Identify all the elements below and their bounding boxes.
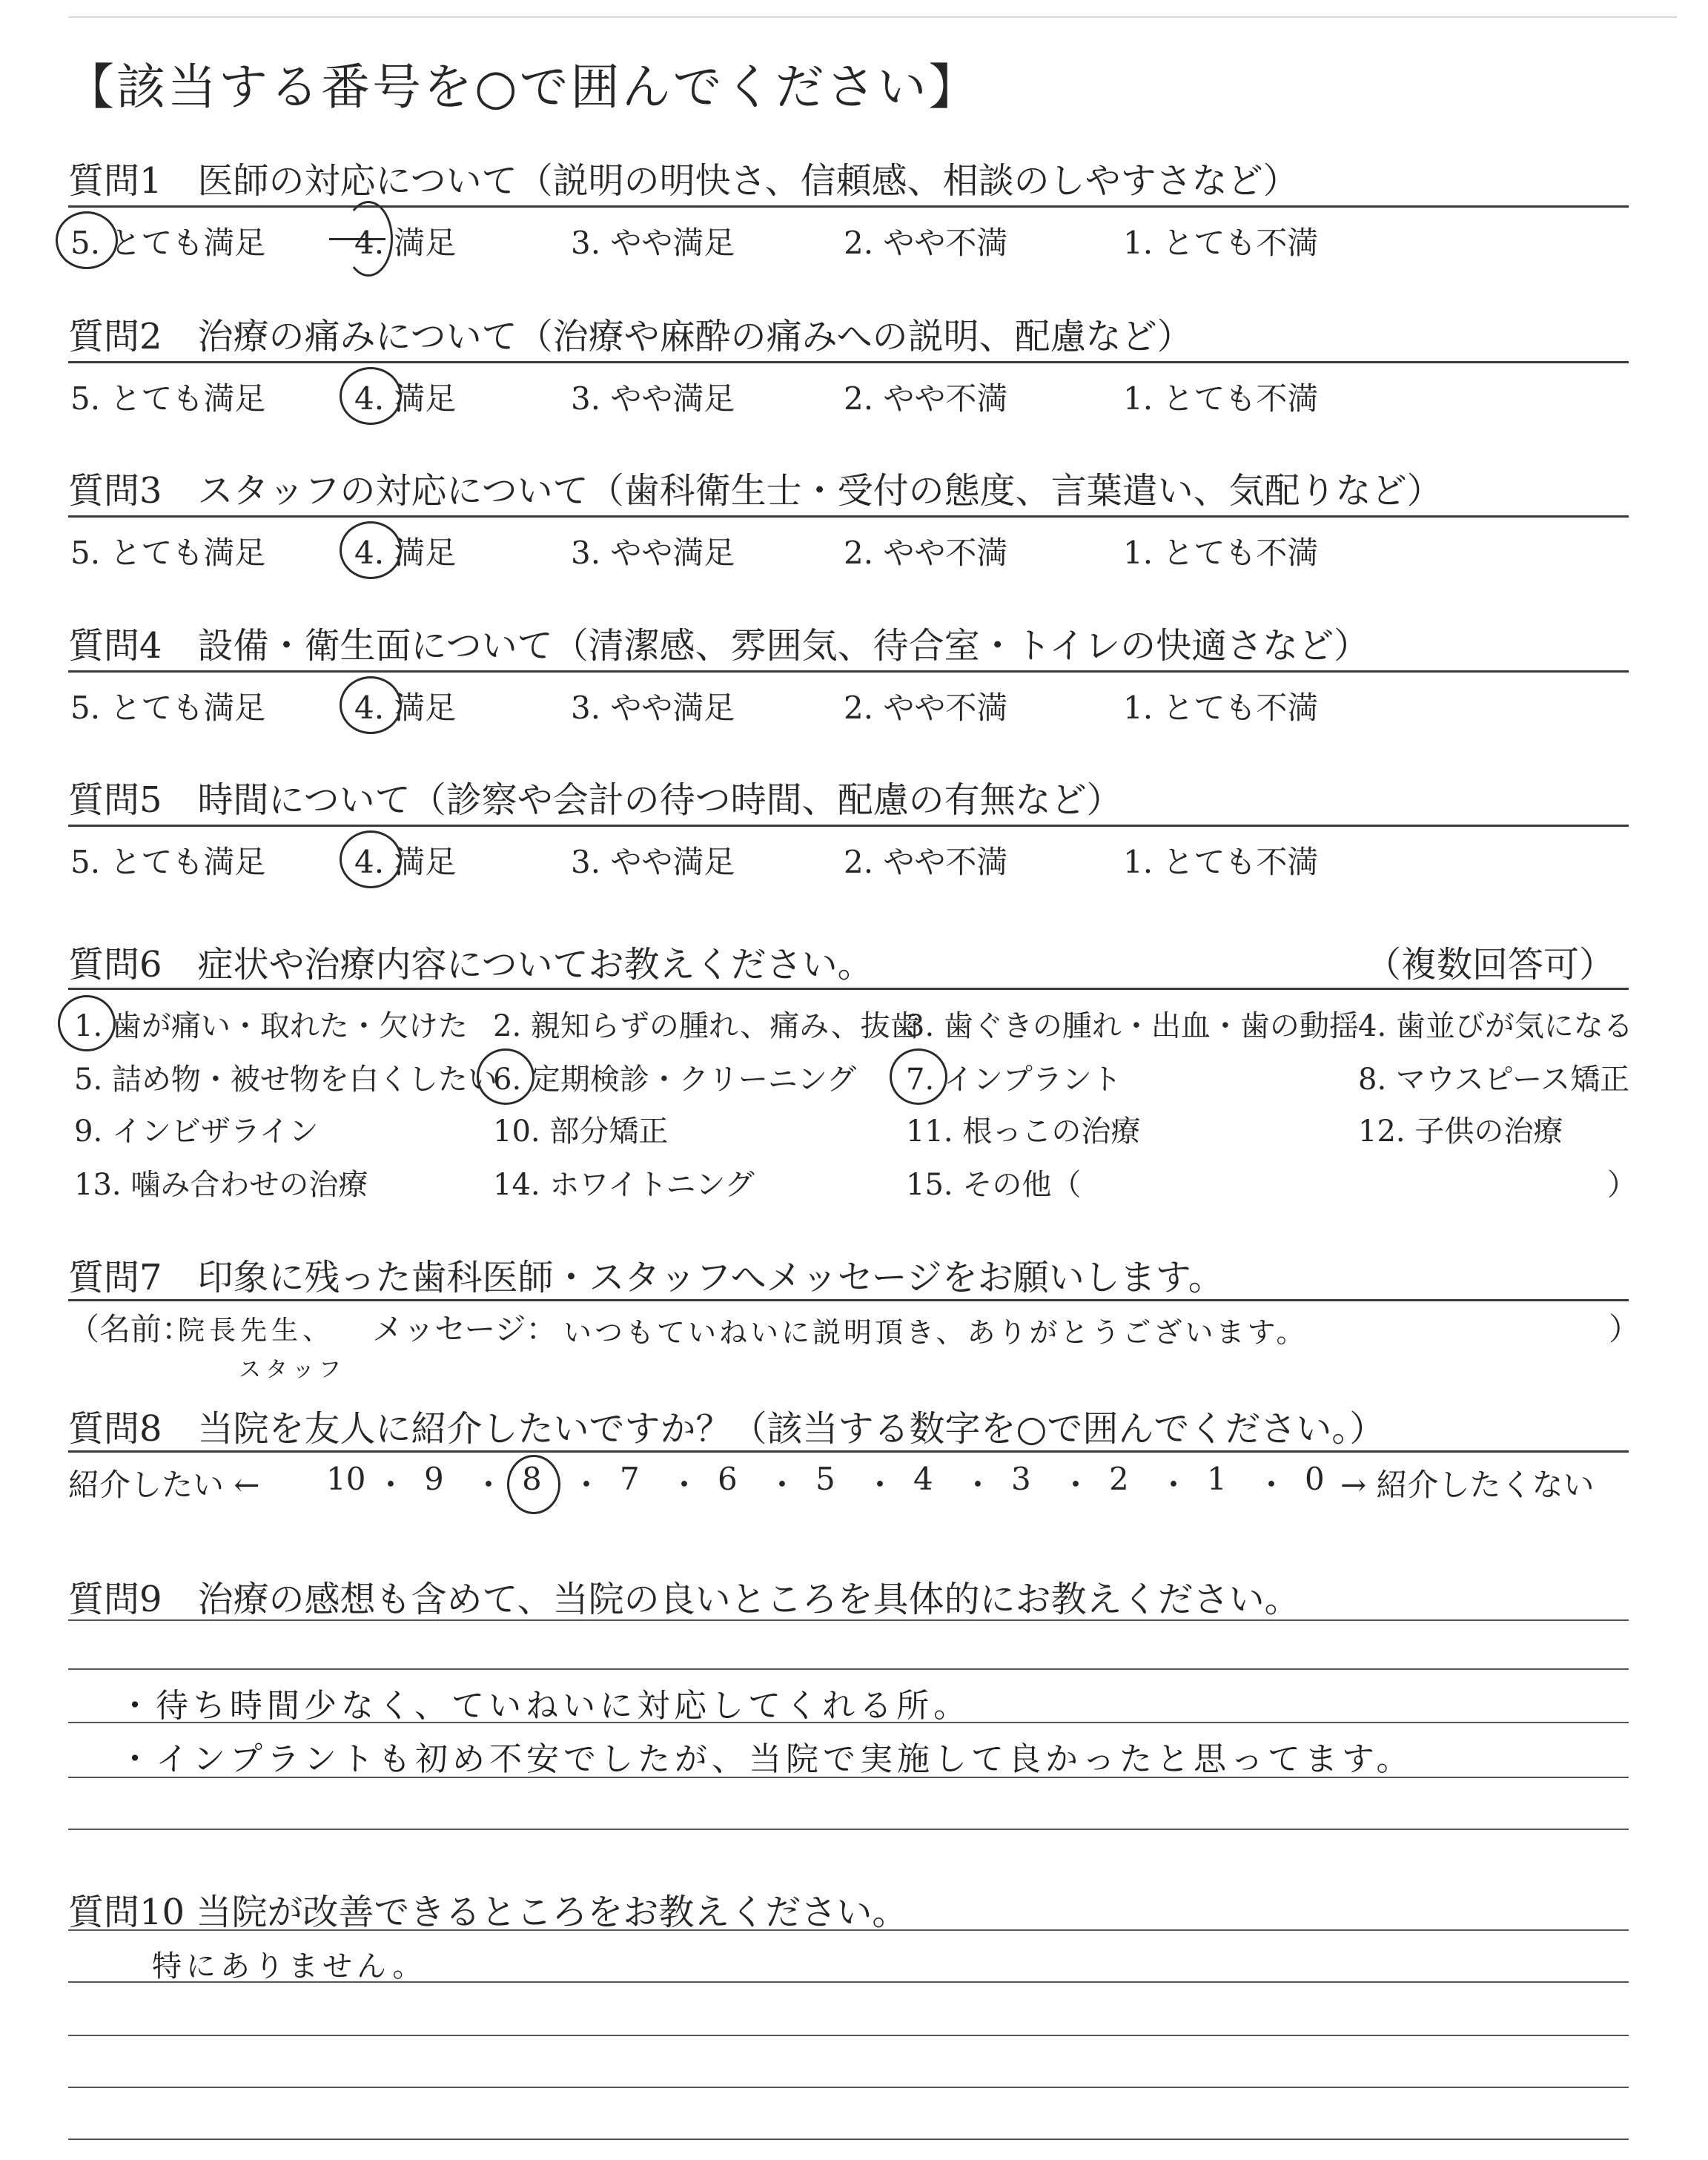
q6-option-11[interactable]: 11. 根っこの治療 xyxy=(906,1114,1141,1149)
q6-option-13[interactable]: 13. 噛み合わせの治療 xyxy=(74,1168,368,1202)
q7-name-value2: スタッフ xyxy=(239,1357,345,1383)
q7-message-label: メッセージ： xyxy=(372,1311,557,1347)
selection-circle xyxy=(340,367,402,425)
q2-option-4[interactable]: 4. 満足 xyxy=(354,380,457,417)
q8-title: 質問8 当院を友人に紹介したいですか？（該当する数字を○で囲んでください。） xyxy=(68,1408,1386,1450)
q10-line-4 xyxy=(68,2087,1629,2088)
q6-option-6[interactable]: 6. 定期検診・クリーニング xyxy=(493,1063,857,1097)
q4-option-1[interactable]: 1. とても不満 xyxy=(1123,690,1319,726)
q4-rule xyxy=(68,670,1629,673)
q10-line-5 xyxy=(68,2138,1629,2140)
q7-name-label: （名前： xyxy=(68,1311,193,1347)
selection-circle xyxy=(477,1048,534,1105)
q8-score-10[interactable]: 10 xyxy=(326,1461,366,1497)
selection-circle xyxy=(507,1455,560,1514)
q6-option-9[interactable]: 9. インビザライン xyxy=(74,1114,319,1149)
q6-option-10[interactable]: 10. 部分矯正 xyxy=(493,1114,669,1149)
q6-option-8[interactable]: 8. マウスピース矯正 xyxy=(1358,1063,1630,1097)
selection-circle xyxy=(56,211,118,269)
selection-circle xyxy=(344,201,393,277)
q2-option-1[interactable]: 1. とても不満 xyxy=(1123,380,1319,417)
q3-title: 質問3 スタッフの対応について（歯科衛生士・受付の態度、言葉遣い、気配りなど） xyxy=(68,470,1443,512)
q8-score-7[interactable]: 7 xyxy=(620,1461,640,1497)
q9-line-5 xyxy=(68,1829,1629,1830)
q3-option-5[interactable]: 5. とても満足 xyxy=(70,535,266,571)
selection-circle xyxy=(58,995,116,1051)
q6-title: 質問6 症状や治療内容についてお教えください。 xyxy=(68,944,873,985)
q5-option-3[interactable]: 3. やや満足 xyxy=(571,844,735,880)
q8-score-9[interactable]: 9 xyxy=(424,1461,444,1497)
q5-option-2[interactable]: 2. やや不満 xyxy=(844,844,1008,880)
q8-score-2[interactable]: 2 xyxy=(1109,1461,1129,1497)
q6-option-2[interactable]: 2. 親知らずの腫れ、痛み、抜歯 xyxy=(493,1009,920,1043)
q1-option-4[interactable]: 4. 満足 xyxy=(354,225,457,261)
q8-score-8[interactable]: 8 xyxy=(522,1461,542,1497)
q2-rule xyxy=(68,361,1629,363)
q1-title: 質問1 医師の対応について（説明の明快さ、信頼感、相談のしやすさなど） xyxy=(68,160,1299,202)
selection-circle xyxy=(340,830,402,888)
q6-option-1[interactable]: 1. 歯が痛い・取れた・欠けた xyxy=(74,1009,468,1043)
q8-separator: ・ xyxy=(1158,1467,1190,1503)
q6-other-close: ） xyxy=(1607,1168,1637,1202)
q8-separator: ・ xyxy=(767,1467,798,1503)
q8-separator: ・ xyxy=(571,1467,603,1503)
q5-option-5[interactable]: 5. とても満足 xyxy=(70,844,266,880)
q1-rule xyxy=(68,205,1629,208)
q5-title: 質問5 時間について（診察や会計の待つ時間、配慮の有無など） xyxy=(68,779,1122,821)
q1-option-1[interactable]: 1. とても不満 xyxy=(1123,225,1319,261)
q7-rule xyxy=(68,1299,1629,1301)
q7-name-value: 院長先生、 xyxy=(178,1315,334,1346)
q8-separator: ・ xyxy=(1060,1467,1092,1503)
page-heading: 【該当する番号を○で囲んでください】 xyxy=(65,59,980,116)
top-border xyxy=(68,16,1677,18)
q6-rule xyxy=(68,988,1629,990)
q7-message-value: いつもていねいに説明頂き、ありがとうございます。 xyxy=(563,1316,1308,1349)
q2-option-5[interactable]: 5. とても満足 xyxy=(70,380,266,417)
q8-score-3[interactable]: 3 xyxy=(1011,1461,1031,1497)
q6-note: （複数回答可） xyxy=(1366,944,1615,985)
q9-answer-1: ・待ち時間少なく、ていねいに対応してくれる所。 xyxy=(119,1687,971,1725)
q5-option-1[interactable]: 1. とても不満 xyxy=(1123,844,1319,880)
q6-option-14[interactable]: 14. ホワイトニング xyxy=(493,1168,755,1202)
q1-option-2[interactable]: 2. やや不満 xyxy=(844,225,1008,261)
q6-option-7[interactable]: 7. インプラント xyxy=(906,1063,1122,1097)
q3-option-3[interactable]: 3. やや満足 xyxy=(571,535,735,571)
q9-line-2 xyxy=(68,1668,1629,1670)
selection-circle xyxy=(340,521,402,579)
selection-circle xyxy=(340,676,402,734)
q6-option-15[interactable]: 15. その他（ xyxy=(906,1168,1082,1202)
q3-rule xyxy=(68,515,1629,518)
q4-option-3[interactable]: 3. やや満足 xyxy=(571,690,735,726)
q6-option-12[interactable]: 12. 子供の治療 xyxy=(1358,1114,1563,1149)
q8-score-4[interactable]: 4 xyxy=(913,1461,933,1497)
q9-title: 質問9 治療の感想も含めて、当院の良いところを具体的にお教えください。 xyxy=(68,1579,1300,1620)
q8-separator: ・ xyxy=(375,1467,407,1503)
q3-option-4[interactable]: 4. 満足 xyxy=(354,535,457,571)
q4-option-2[interactable]: 2. やや不満 xyxy=(844,690,1008,726)
q8-separator: ・ xyxy=(669,1467,701,1503)
q9-answer-2: ・インプラントも初め不安でしたが、当院で実施して良かったと思ってます。 xyxy=(119,1740,1414,1778)
q10-line-1 xyxy=(68,1929,1629,1931)
q2-option-2[interactable]: 2. やや不満 xyxy=(844,380,1008,417)
q7-close: ） xyxy=(1609,1311,1641,1347)
q8-score-1[interactable]: 1 xyxy=(1207,1461,1227,1497)
q10-title: 質問10 当院が改善できるところをお教えください。 xyxy=(68,1892,908,1933)
q5-option-4[interactable]: 4. 満足 xyxy=(354,844,457,880)
q8-score-0[interactable]: 0 xyxy=(1305,1461,1325,1497)
q3-option-1[interactable]: 1. とても不満 xyxy=(1123,535,1319,571)
q8-rule xyxy=(68,1450,1629,1453)
q1-option-5[interactable]: 5. とても満足 xyxy=(70,225,266,261)
q6-option-3[interactable]: 3. 歯ぐきの腫れ・出血・歯の動揺 xyxy=(906,1009,1359,1043)
q3-option-2[interactable]: 2. やや不満 xyxy=(844,535,1008,571)
q8-score-6[interactable]: 6 xyxy=(718,1461,738,1497)
q2-option-3[interactable]: 3. やや満足 xyxy=(571,380,735,417)
selection-circle xyxy=(890,1048,947,1105)
q8-left-label: 紹介したい ← xyxy=(68,1467,260,1503)
q4-option-4[interactable]: 4. 満足 xyxy=(354,690,457,726)
q8-separator: ・ xyxy=(962,1467,994,1503)
q10-line-3 xyxy=(68,2035,1629,2036)
q8-separator: ・ xyxy=(864,1467,896,1503)
q6-option-4[interactable]: 4. 歯並びが気になる xyxy=(1358,1009,1633,1043)
q4-title: 質問4 設備・衛生面について（清潔感、雰囲気、待合室・トイレの快適さなど） xyxy=(68,625,1370,667)
q8-right-label: → 紹介したくない xyxy=(1340,1467,1595,1503)
q1-option-3[interactable]: 3. やや満足 xyxy=(571,225,735,261)
q8-separator: ・ xyxy=(473,1467,505,1503)
q6-option-5[interactable]: 5. 詰め物・被せ物を白くしたい xyxy=(74,1063,497,1097)
q5-rule xyxy=(68,825,1629,827)
q2-title: 質問2 治療の痛みについて（治療や麻酔の痛みへの説明、配慮など） xyxy=(68,316,1193,357)
q8-separator: ・ xyxy=(1256,1467,1288,1503)
q8-score-5[interactable]: 5 xyxy=(815,1461,835,1497)
q10-answer: 特にありません。 xyxy=(152,1949,427,1984)
q4-option-5[interactable]: 5. とても満足 xyxy=(70,690,266,726)
q9-line-1 xyxy=(68,1619,1629,1621)
q7-title: 質問7 印象に残った歯科医師・スタッフへメッセージをお願いします。 xyxy=(68,1257,1224,1298)
